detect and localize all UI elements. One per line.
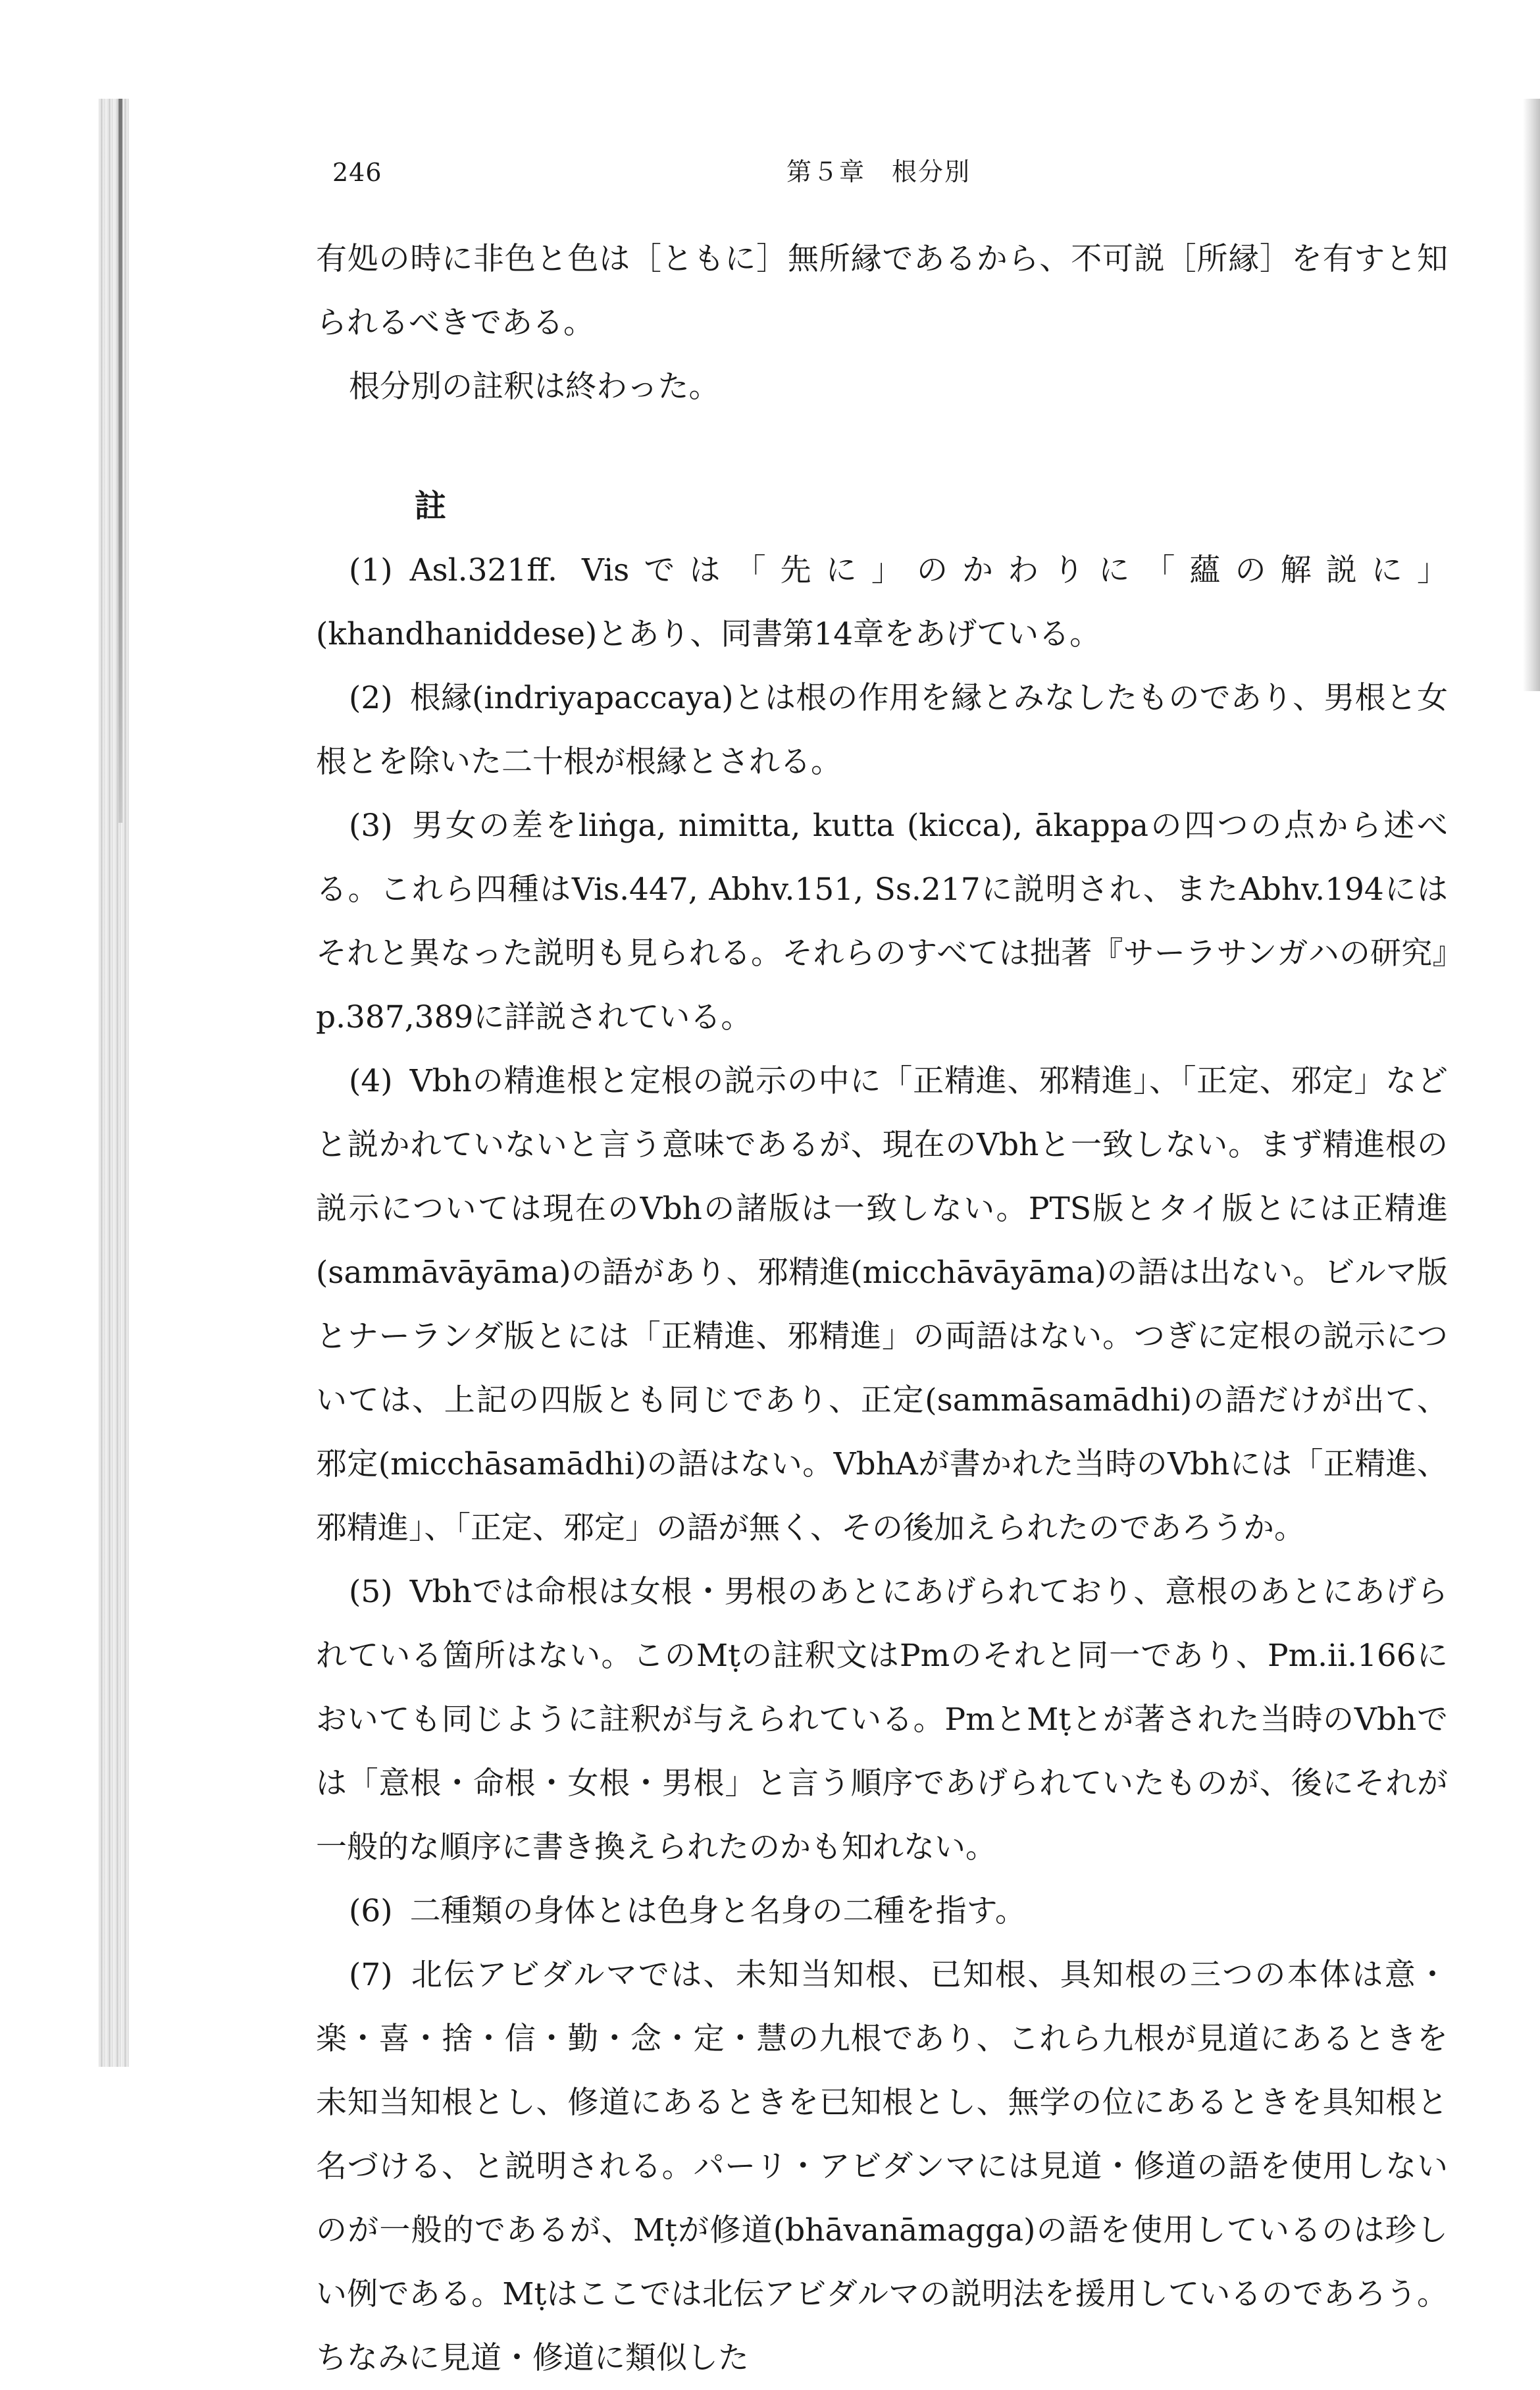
footnote [316,538,1448,666]
footnote [316,1943,1448,2390]
footnote-text: 根縁(indriyapaccaya)とは根の作用を縁とみなしたものであり、男根と女根とを除いた二十根が根縁とされる。 [316,680,1448,780]
body-paragraph: 根分別の註釈は終わった。 [349,369,720,405]
footnote-number: (3) [349,808,393,844]
chapter-title: 第５章 根分別 [786,157,971,186]
book-binding-shadow [99,99,129,2067]
body-paragraph: 有処の時に非色と色は［ともに］無所縁であるから、不可説［所縁］を有すと知られるべきである。 [316,241,1448,341]
footnote-text: 二種類の身体とは色身と名身の二種を指す。 [409,1893,1026,1929]
footnote [316,666,1448,794]
footnote-text: Asl.321ff. Visでは「先に」のかわりに「蘊の解説に」(khandhaniddese)とあり、同書第14章をあげている。 [316,552,1448,652]
footnote-number: (4) [349,1063,393,1099]
footnote-text: 北伝アビダルマでは、未知当知根、已知根、具知根の三つの本体は意・楽・喜・捨・信・勤・念・定・慧の九根であり、これら九根が見道にあるときを未知当知根とし、修道にあるときを已知根とし、無学の位にあるときを具知根と名づける、と説明される。パーリ・アビダンマには見道・修道の語を使用しないのが一般的であるが、Mṭが修道(bhāvanāmagga)の語を使用しているのは珍しい例である。Mṭはここでは北伝アビダルマの説明法を援用しているのであろう。ちなみに見道・修道に類似した [316,1957,1448,2376]
footnote [316,1879,1448,1943]
footnote-number: (7) [349,1957,393,1993]
footnote-text: Vbhでは命根は女根・男根のあとにあげられており、意根のあとにあげられている箇所はない。このMṭの註釈文はPmのそれと同一であり、Pm.ii.166においても同じように註釈が与えられている。PmとMṭとが著された当時のVbhでは「意根・命根・女根・男根」と言う順序であげられていたものが、後にそれが一般的な順序に書き換えられたのかも知れない。 [316,1574,1448,1865]
footnote-text: 男女の差をliṅga, nimitta, kutta (kicca), ākappaの四つの点から述べる。これら四種はVis.447, Abhv.151, Ss.217に説明され、またAbhv.194にはそれと異なった説明も見られる。それらのすべては拙著『サーラサンガハの研究』p.387,389に詳説されている。 [316,808,1448,1035]
footnote [316,794,1448,1049]
running-header [0,148,1540,201]
footnote [316,1049,1448,1560]
notes-heading: 註 [415,488,447,525]
footnote-number: (6) [349,1893,393,1929]
footnote [316,1560,1448,1879]
footnote-number: (5) [349,1574,393,1610]
page-number: 246 [332,158,382,187]
footnote-number: (1) [349,552,393,588]
footnote-text: Vbhの精進根と定根の説示の中に「正精進、邪精進」、「正定、邪定」などと説かれていないと言う意味であるが、現在のVbhと一致しない。まず精進根の説示については現在のVbhの諸版は一致しない。PTS版とタイ版とには正精進(sammāvāyāma)の語があり、邪精進(micchāvāyāma)の語は出ない。ビルマ版とナーランダ版とには「正精進、邪精進」の両語はない。つぎに定根の説示については、上記の四版とも同じであり、正定(sammāsamādhi)の語だけが出て、邪定(micchāsamādhi)の語はない。VbhAが書かれた当時のVbhには「正精進、邪精進」、「正定、邪定」の語が無く、その後加えられたのであろうか。 [316,1063,1448,1546]
binding-dark-line [118,99,122,823]
page-body [316,227,1448,2390]
footnote-number: (2) [349,680,393,716]
